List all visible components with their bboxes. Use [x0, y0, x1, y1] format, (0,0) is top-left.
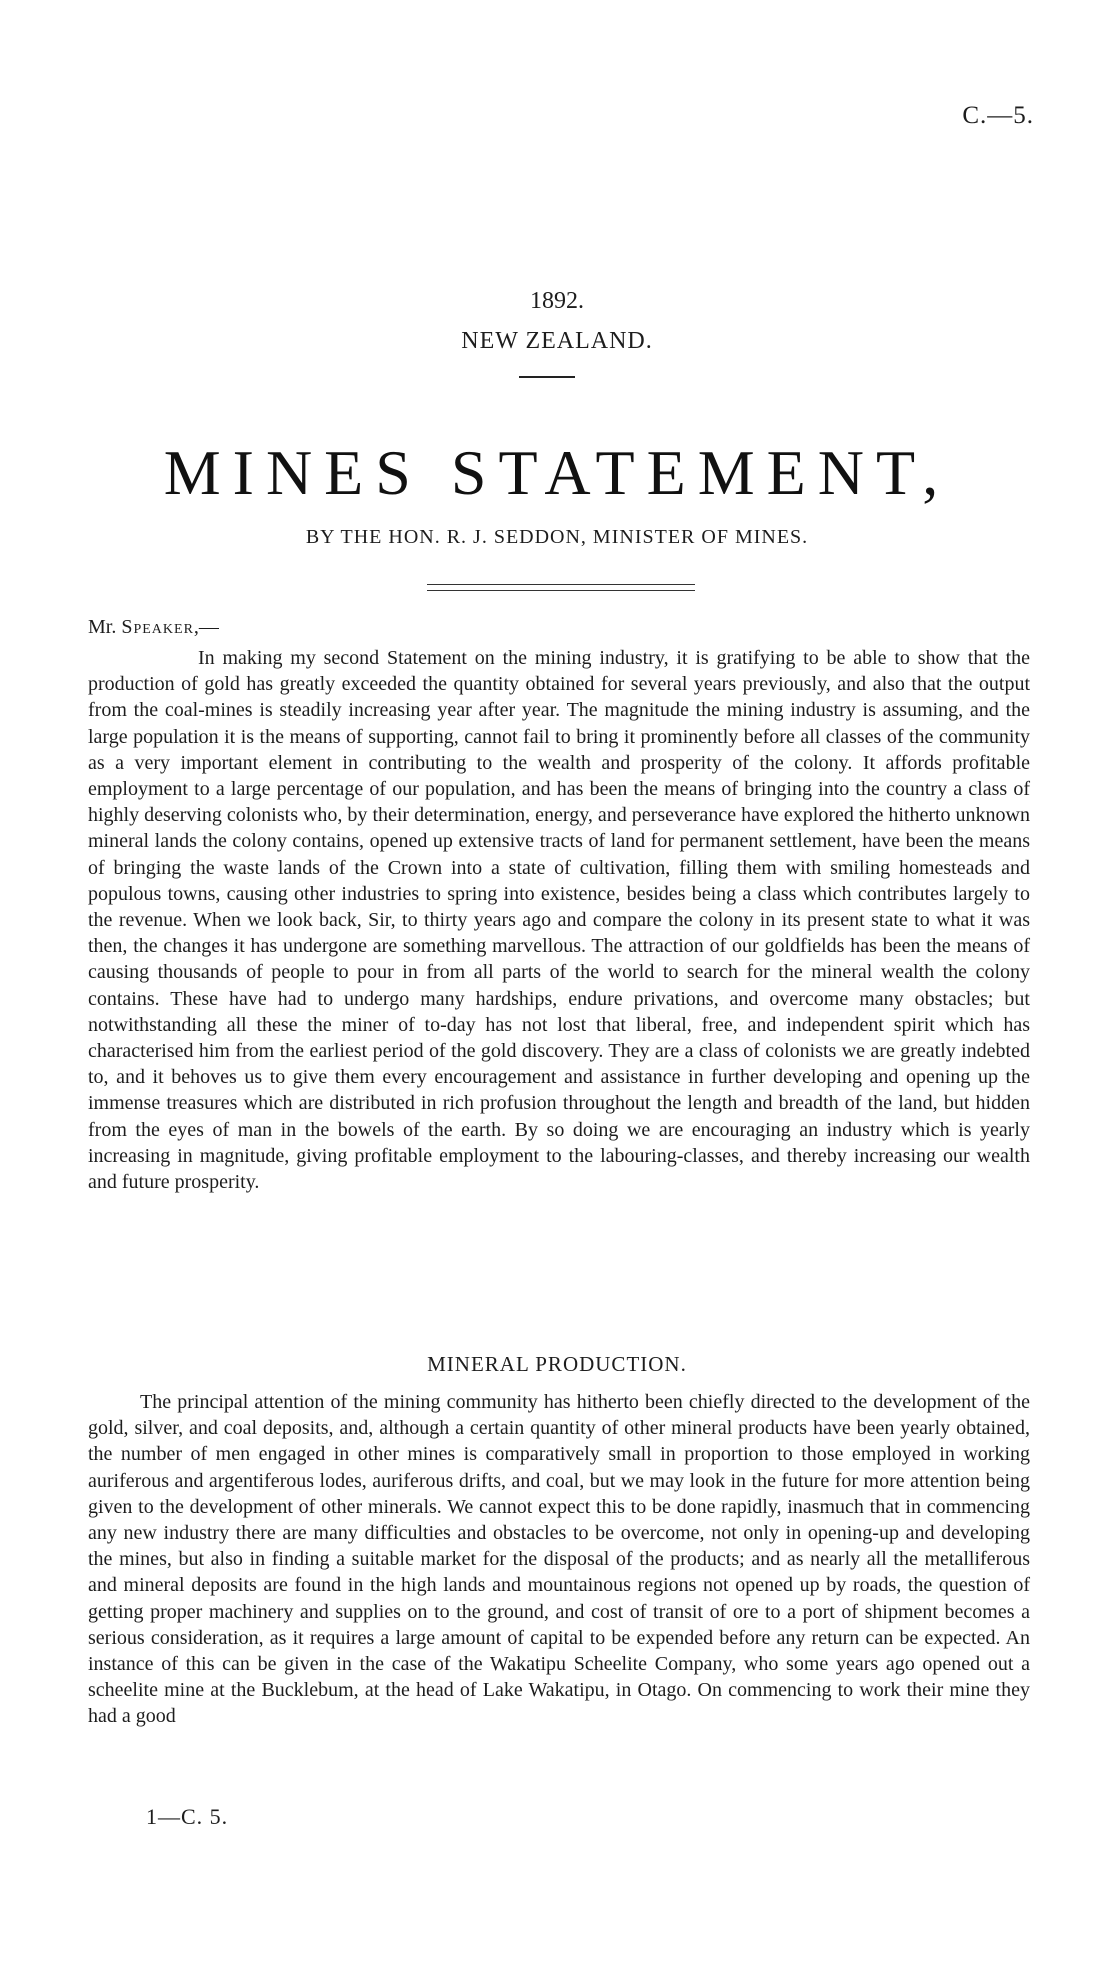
salutation-prefix: Mr. — [88, 616, 122, 638]
double-rule-divider — [427, 584, 695, 591]
country-name: NEW ZEALAND. — [461, 328, 653, 354]
page-footer-reference: 1—C. 5. — [146, 1804, 229, 1829]
paragraph-introduction: In making my second Statement on the mining industry, it is gratifying to be able to show that the production of gold has greatly exceeded the quantity obtained for several years previously, and also that the output from the coal-mines is steadily increasing year after year. The magnitude the mining industry is assuming, and the large population it is the means of supporting, cannot fail to bring it prominently before all classes of the community as a very important element in contributing to the wealth and prosperity of the colony. It affords profitable employment to a large percentage of our population, and has been the means of bringing into the country a class of highly deserving colonists who, by their determination, energy, and perseverance have explored the hitherto unknown mineral lands the colony contains, opened up extensive tracts of land for permanent settlement, have been the means of bringing the waste lands of the Crown into a state of cultivation, filling them with smiling homesteads and populous towns, causing other industries to spring into existence, besides being a class which contributes largely to the revenue. When we look back, Sir, to thirty years ago and compare the colony in its present state to what it was then, the changes it has undergone are something marvellous. The attraction of our goldfields has been the means of causing thousands of people to pour in from all parts of the world to search for the mineral wealth the colony contains. These have had to undergo many hardships, endure privations, and overcome many obstacles; but notwithstanding all these the miner of to-day has not lost that liberal, free, and independent spirit which has characterised him from the earliest period of the gold discovery. They are a class of colonists we are greatly indebted to, and it behoves us to give them every encouragement and assistance in further developing and opening up the immense treasures which are distributed in rich profusion throughout the length and breadth of the land, but hidden from the eyes of man in the bowels of the earth. By so doing we are encouraging an industry which is yearly increasing in magnitude, giving profitable employment to the labouring-classes, and thereby increasing our wealth and future prosperity. — [88, 647, 1030, 1194]
paragraph-mineral-production: The principal attention of the mining community has hitherto been chiefly directed to the development of the gold, silver, and coal deposits, and, although a certain quantity of other mineral products have been yearly obtained, the number of men engaged in other mines is comparatively small in proportion to those employed in working auriferous and argentiferous lodes, auriferous drifts, and coal, but we may look in the future for more attention being given to the development of other minerals. We cannot expect this to be done rapidly, inasmuch that in commencing any new industry there are many difficulties and obstacles to be overcome, not only in opening-up and developing the mines, but also in finding a suitable market for the disposal of the products; and as nearly all the metalliferous and mineral deposits are found in the high lands and mountainous regions not opened up by roads, the question of getting proper machinery and supplies on to the ground, and cost of transit of ore to a port of shipment becomes a serious consideration, as it requires a large amount of capital to be expended before any return can be expected. An instance of this can be given in the case of the Wakatipu Scheelite Company, who some years ago opened out a scheelite mine at the Bucklebum, at the head of Lake Wakatipu, in Otago. On commencing to work their mine they had a good — [88, 1391, 1030, 1728]
title-divider — [519, 376, 575, 378]
document-title: MINES STATEMENT, — [163, 437, 951, 508]
document-byline: BY THE HON. R. J. SEDDON, MINISTER OF MINES. — [305, 526, 809, 548]
document-reference: C.—5. — [962, 102, 1034, 129]
document-year: 1892. — [530, 288, 584, 314]
salutation-suffix: ,— — [193, 616, 219, 638]
salutation-name: Speaker — [121, 616, 194, 638]
section-heading: MINERAL PRODUCTION. — [427, 1352, 687, 1376]
salutation — [88, 616, 219, 639]
